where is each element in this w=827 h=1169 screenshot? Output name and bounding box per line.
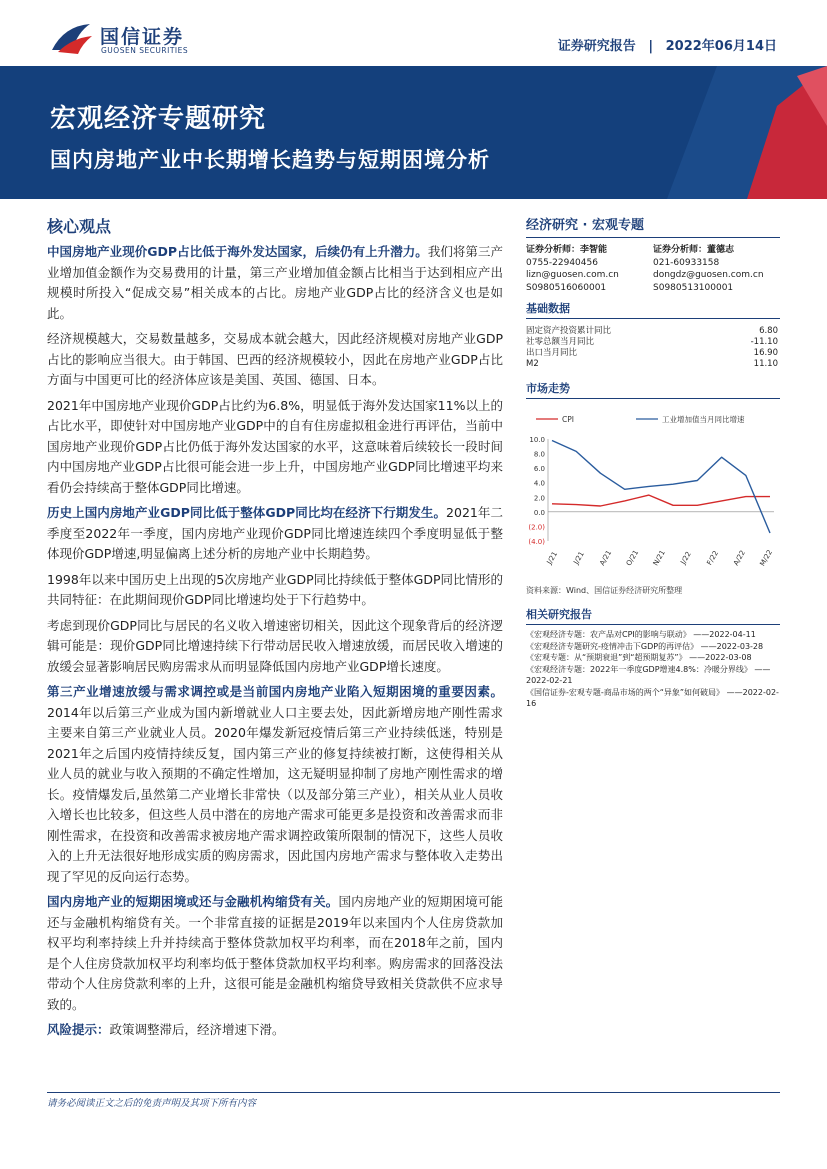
banner-subtitle: 国内房地产业中长期增长趋势与短期困境分析 xyxy=(50,148,490,172)
analyst-email[interactable]: lizn@guosen.com.cn xyxy=(526,270,619,280)
data-label: M2 xyxy=(526,359,539,369)
paragraph-text: 国内房地产业的短期困境可能还与金融机构缩贷有关。一个非常直接的证据是2019年以来国内个人住房贷款加权平均利率持续上升并持续高于整体贷款加权平均利率，而在2018年之前，国内是个人住房贷款加权平均利率均低于整体贷款加权平均利率。购房需求的回落没法带动个人住房贷款利率的上升，这很可能是金融机构缩贷导致相关贷款供不应求导致的。 xyxy=(47,894,503,1012)
paragraph-highlight: 国内房地产业的短期困境或还与金融机构缩贷有关。 xyxy=(47,894,339,909)
paragraph xyxy=(47,570,503,611)
title-banner xyxy=(0,66,827,199)
analyst-card xyxy=(653,244,780,294)
footer-divider xyxy=(47,1092,780,1093)
logo-text-cn: 国信证券 xyxy=(100,26,185,48)
x-tick-label: J/22 xyxy=(679,550,693,566)
banner-title: 宏观经济专题研究 xyxy=(50,104,267,134)
y-tick-label: 10.0 xyxy=(529,436,545,444)
table-row xyxy=(526,337,780,348)
report-link[interactable]: 《宏观经济专题：农产品对CPI的影响与联动》 ——2022-04-11 xyxy=(526,630,756,639)
core-views xyxy=(47,214,503,1046)
paragraph-highlight: 风险提示： xyxy=(47,1022,110,1037)
y-tick-label: 0.0 xyxy=(533,508,545,517)
paragraph xyxy=(47,616,503,678)
logo-text-en: GUOSEN SECURITIES xyxy=(101,46,189,55)
analyst-phone: 021-60933158 xyxy=(653,257,720,268)
y-tick-label: 8.0 xyxy=(533,450,545,459)
data-label: 固定资产投资累计同比 xyxy=(526,326,612,336)
data-value: -11.10 xyxy=(750,337,778,347)
analyst-name: 证券分析师：董德志 xyxy=(653,245,735,255)
analyst-license: S0980516060001 xyxy=(526,282,607,293)
market-chart xyxy=(526,405,780,583)
series-line xyxy=(552,495,770,506)
data-value: 16.90 xyxy=(753,348,778,358)
paragraph-text: 2021年中国房地产业现价GDP占比约为6.8%，明显低于海外发达国家11%以上的占比水平，即使针对中国房地产业GDP中的自有住房虚拟租金进行再评估，当前中国房地产业现价GDP占比仍低于海外发达国家的水平，这意味着后续较长一段时间内中国房地产业GDP占比很可能会进一步上升，中国房地产业GDP同比增速平均来看仍会持续高于整体GDP同比增速。 xyxy=(47,397,503,495)
report-link[interactable]: 《宏观经济专题研究-疫情冲击下GDP的再评估》 ——2022-03-28 xyxy=(526,641,764,651)
section-title: 核心观点 xyxy=(47,217,112,236)
y-tick-label: (4.0) xyxy=(528,538,545,546)
banner-decoration xyxy=(627,66,827,199)
market-chart-svg xyxy=(526,405,780,583)
footer-notice: 请务必阅读正文之后的免责声明及其项下所有内容 xyxy=(47,1098,257,1109)
paragraph xyxy=(47,503,503,565)
y-tick-label: 4.0 xyxy=(533,479,545,488)
table-row xyxy=(526,348,780,359)
paragraph-highlight: 历史上国内房地产业GDP同比低于整体GDP同比均在经济下行期发生。 xyxy=(47,505,447,520)
analyst-email[interactable]: dongdz@guosen.com.cn xyxy=(653,270,764,280)
paragraph-text: 2014年以后第三产业成为国内新增就业人口主要去处，因此新增房地产刚性需求主要来自第三产业就业人员。2020年爆发新冠疫情后第三产业持续低迷，特别是2021年之后国内疫情持续反复，国内第三产业的修复持续被打断，这使得相关从业人员的就业与收入预期的不确定性增加，这无疑明显抑制了房地产刚性需求的增长。疫情爆发后,虽然第二产业增长非常快（以及部分第三产业），相关从业人员收入增长也比较多，但这些人员中潜在的房地产需求可能更多是投资和改善需求而非刚性需求，在投资和改善需求被房地产需求调控政策所限制的情况下，这些人员收入的上升无法很好地形成实质的购房需求，因此国内房地产需求与整体收入走势出现了罕见的反向运行态势。 xyxy=(47,704,503,884)
y-tick-label: 2.0 xyxy=(533,494,545,503)
paragraph-highlight: 中国房地产业现价GDP占比低于海外发达国家，后续仍有上升潜力。 xyxy=(47,244,428,259)
sidebar-title: 经济研究 · 宏观专题 xyxy=(526,214,780,238)
paragraph xyxy=(47,329,503,391)
x-tick-label: J/21 xyxy=(572,550,586,566)
guosen-logo-icon xyxy=(50,20,94,56)
paragraph-text: 考虑到现价GDP同比与居民的名义收入增速密切相关，因此这个现象背后的经济逻辑可能是：现价GDP同比增速持续下行带动居民收入增速放缓，而居民收入增速的放缓会显著影响居民购房需求从而明显降低国内房地产业GDP增长速度。 xyxy=(47,617,503,674)
y-tick-label: (2.0) xyxy=(528,523,545,532)
legend-label: CPI xyxy=(562,415,574,424)
report-meta xyxy=(558,35,777,54)
sidebar xyxy=(526,214,780,710)
guosen-logo xyxy=(50,20,200,58)
paragraph-text: 经济规模越大，交易数量越多，交易成本就会越大，因此经济规模对房地产业GDP占比的影响应当很大。由于韩国、巴西的经济规模较小，因此在房地产业GDP占比方面与中国更可比的经济体应该是美国、英国、德国、日本。 xyxy=(47,331,503,387)
x-tick-label: M/22 xyxy=(758,548,775,568)
data-label: 出口当月同比 xyxy=(526,348,578,358)
analyst-list xyxy=(526,244,780,294)
data-value: 6.80 xyxy=(759,326,778,336)
paragraph xyxy=(47,396,503,499)
market-title: 市场走势 xyxy=(526,380,780,399)
paragraph-text: 我们将第三产业增加值金额作为交易费用的计量，第三产业增加值金额占比相当于达到相应产出规模时所投入“促成交易”相关成本的占比。房地产业GDP占比的经济含义也是如此。 xyxy=(47,244,503,321)
separator: | xyxy=(648,39,654,54)
page-header xyxy=(0,0,827,66)
paragraph-text: 政策调整滞后，经济增速下滑。 xyxy=(109,1022,285,1037)
series-line xyxy=(552,441,770,534)
chart-source: 资料来源：Wind、国信证券经济研究所整理 xyxy=(526,586,683,595)
paragraph xyxy=(47,242,503,324)
analyst-card xyxy=(526,244,653,294)
paragraph xyxy=(47,1020,503,1041)
paragraph-list xyxy=(47,242,503,1041)
data-value: 11.10 xyxy=(753,359,778,369)
table-row xyxy=(526,359,780,370)
report-type: 证券研究报告 xyxy=(557,39,636,54)
reports-title: 相关研究报告 xyxy=(526,606,780,625)
analyst-phone: 0755-22940456 xyxy=(526,257,598,268)
basic-data-table xyxy=(526,326,780,370)
report-list xyxy=(526,629,780,710)
legend-label: 工业增加值当月同比增速 xyxy=(662,415,745,424)
x-tick-label: A/21 xyxy=(598,549,614,567)
paragraph-text: 2021年二季度至2022年一季度，国内房地产业现价GDP同比增速连续四个季度明显低于整体现价GDP增速,明显偏离上述分析的房地产业中长期趋势。 xyxy=(47,505,503,561)
x-tick-label: A/22 xyxy=(732,549,747,567)
table-row xyxy=(526,326,780,337)
report-link[interactable]: 《宏观经济专题：2022年一季度GDP增速4.8%：冷暖分界线》 ——2022-02-21 xyxy=(526,664,771,685)
y-tick-label: 6.0 xyxy=(533,465,545,474)
report-link[interactable]: 《宏观专题：从“预期衰退”到“超预期复苏”》 ——2022-03-08 xyxy=(526,653,752,662)
data-label: 社零总额当月同比 xyxy=(526,337,595,347)
analyst-name: 证券分析师：李智能 xyxy=(526,245,608,255)
paragraph xyxy=(47,682,503,887)
report-link[interactable]: 《国信证券-宏观专题-商品市场的两个“异象”如何破局》 ——2022-02-16 xyxy=(526,687,779,708)
report-date: 2022年06月14日 xyxy=(665,39,777,54)
x-tick-label: O/21 xyxy=(624,548,641,568)
x-tick-label: N/21 xyxy=(651,548,667,568)
paragraph xyxy=(47,892,503,1015)
basic-data-title: 基础数据 xyxy=(526,300,780,319)
x-tick-label: F/22 xyxy=(705,549,721,567)
paragraph-text: 1998年以来中国历史上出现的5次房地产业GDP同比持续低于整体GDP同比情形的共同特征：在此期间现价GDP同比增速均处于下行趋势中。 xyxy=(47,571,503,607)
analyst-license: S0980513100001 xyxy=(653,282,734,293)
x-tick-label: J/21 xyxy=(545,550,560,566)
paragraph-highlight: 第三产业增速放缓与需求调控或是当前国内房地产业陷入短期困境的重要因素。 xyxy=(47,684,503,699)
